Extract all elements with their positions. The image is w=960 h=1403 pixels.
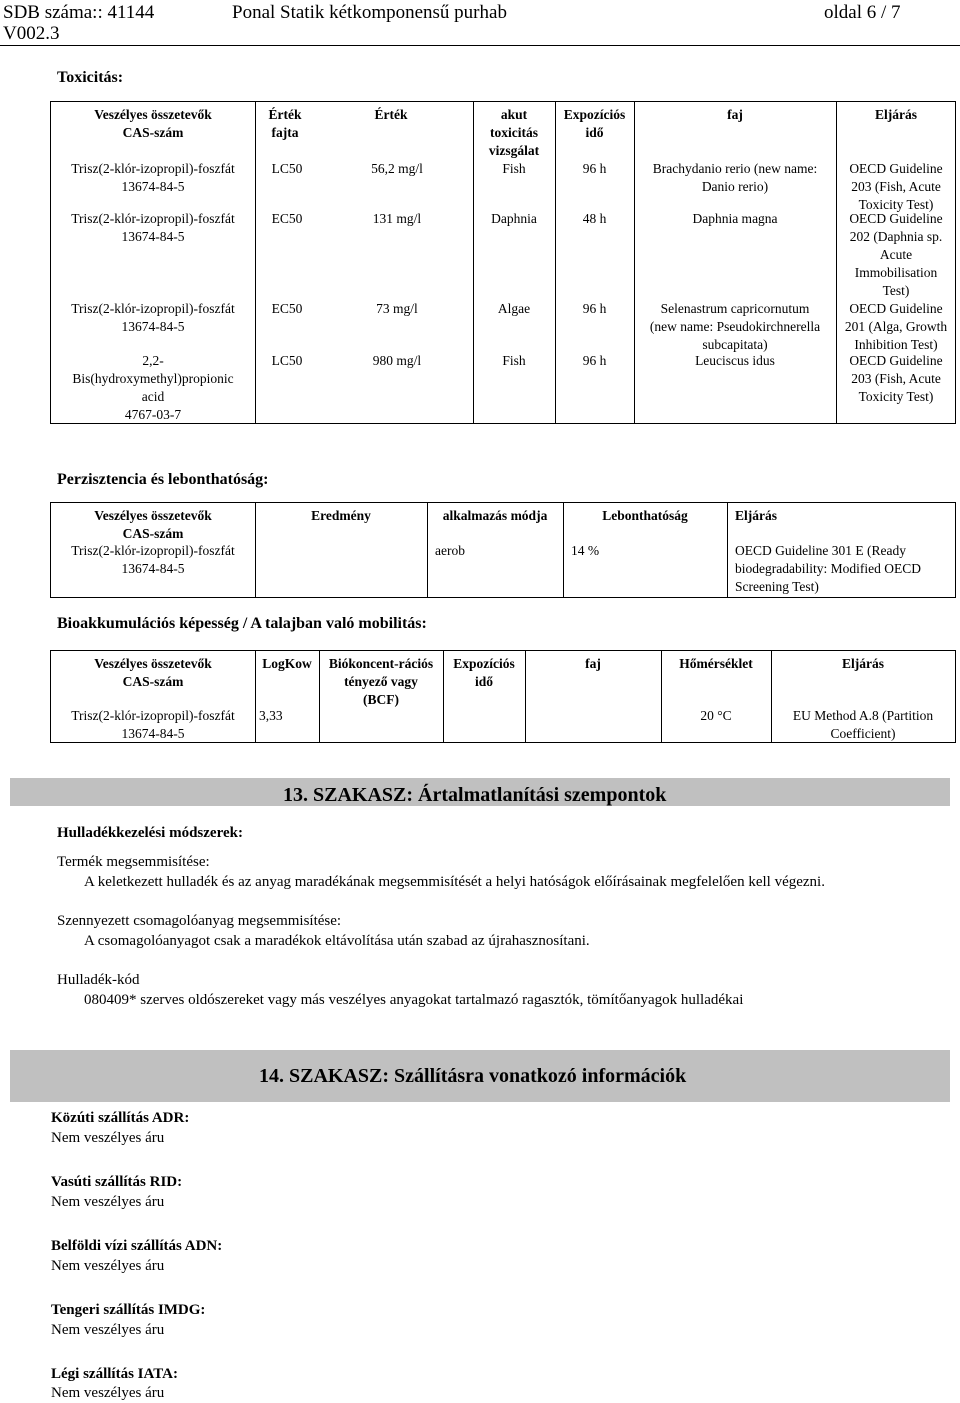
tox-row3-acute: Algae	[497, 301, 531, 316]
tox-row1-method: OECD Guideline 203 (Fish, Acute Toxicity Test)	[849, 161, 943, 212]
version: V002.3	[3, 23, 60, 44]
bioaccumulation-title: Bioakkumulációs képesség / A talajban való mobilitás:	[57, 615, 427, 632]
product-name: Ponal Statik kétkomponensű purhab	[232, 2, 507, 23]
tox-row1-value: 56,2 mg/l	[371, 161, 423, 176]
tox-header-method: Eljárás	[875, 107, 917, 122]
page-number: oldal 6 / 7	[824, 2, 901, 23]
tox-header-exposure: Expozíciós idő	[563, 107, 626, 140]
toxicity-title: Toxicitás:	[57, 69, 124, 86]
bio-header-species: faj	[585, 656, 601, 671]
pers-header-application: alkalmazás módja	[442, 508, 548, 523]
tox-row1-species: Brachydanio rerio (new name: Danio rerio)	[652, 161, 818, 194]
air-transport-value: Nem veszélyes áru	[51, 1385, 165, 1401]
bio-header-temperature: Hőmérséklet	[679, 656, 753, 671]
pers-row-application: aerob	[435, 543, 465, 558]
pers-header-component: Veszélyes összetevők CAS-szám	[94, 508, 212, 541]
tox-row2-component: Trisz(2-klór-izopropil)-foszfát 13674-84-5	[71, 211, 235, 244]
tox-header-type: Érték fajta	[268, 107, 302, 140]
waste-methods-label: Hulladékkezelési módszerek:	[57, 825, 243, 841]
tox-row4-exposure: 96 h	[582, 353, 607, 368]
sea-transport-value: Nem veszélyes áru	[51, 1322, 165, 1338]
packaging-disposal-label: Szennyezett csomagolóanyag megsemmisítése:	[57, 913, 342, 929]
sds-number: SDB száma:: 41144	[3, 2, 155, 23]
product-disposal-label: Termék megsemmisítése:	[57, 854, 210, 870]
pers-header-method: Eljárás	[735, 508, 777, 523]
waste-code-text: 080409* szerves oldószereket vagy más veszélyes anyagokat tartalmazó ragasztók, tömítőanyagok hulladékai	[84, 992, 744, 1008]
inland-water-transport-label: Belföldi vízi szállítás ADN:	[51, 1238, 223, 1254]
tox-row3-exposure: 96 h	[582, 301, 607, 316]
toxicity-table	[50, 101, 956, 424]
tox-row4-component: 2,2- Bis(hydroxymethyl)propionic acid 4767-03-7	[72, 353, 234, 422]
tox-row4-method: OECD Guideline 203 (Fish, Acute Toxicity Test)	[849, 353, 943, 404]
pers-header-degradability: Lebonthatóság	[602, 508, 688, 523]
tox-row1-component: Trisz(2-klór-izopropil)-foszfát 13674-84-5	[71, 161, 235, 194]
tox-row2-type: EC50	[271, 211, 303, 226]
tox-header-acute: akut toxicitás vizsgálat	[488, 107, 540, 158]
tox-header-species: faj	[727, 107, 743, 122]
persistence-title: Perzisztencia és lebonthatóság:	[57, 471, 269, 488]
persistence-table	[50, 502, 956, 598]
bio-header-bcf: Biókoncent-rációs tényező vagy (BCF)	[328, 656, 434, 707]
tox-header-value: Érték	[374, 107, 408, 122]
tox-row2-exposure: 48 h	[582, 211, 607, 226]
tox-row3-type: EC50	[271, 301, 303, 316]
bio-row-component: Trisz(2-klór-izopropil)-foszfát 13674-84-5	[71, 708, 235, 741]
sea-transport-label: Tengeri szállítás IMDG:	[51, 1302, 206, 1318]
tox-row3-method: OECD Guideline 201 (Alga, Growth Inhibition Test)	[844, 301, 948, 352]
air-transport-label: Légi szállítás IATA:	[51, 1366, 178, 1382]
section14-title: 14. SZAKASZ: Szállításra vonatkozó információk	[259, 1065, 687, 1087]
pers-row-degradability: 14 %	[571, 543, 600, 558]
tox-row1-exposure: 96 h	[582, 161, 607, 176]
bio-header-logkow: LogKow	[262, 656, 312, 671]
tox-row4-species: Leuciscus idus	[695, 353, 775, 368]
tox-row3-species: Selenastrum capricornutum (new name: Pseudokirchnerella subcapitata)	[649, 301, 821, 352]
rail-transport-value: Nem veszélyes áru	[51, 1194, 165, 1210]
pers-row-method: OECD Guideline 301 E (Ready biodegradability: Modified OECD Screening Test)	[735, 543, 921, 594]
tox-row3-value: 73 mg/l	[376, 301, 418, 316]
tox-row4-type: LC50	[271, 353, 303, 368]
rail-transport-label: Vasúti szállítás RID:	[51, 1174, 183, 1190]
inland-water-transport-value: Nem veszélyes áru	[51, 1258, 165, 1274]
packaging-disposal-text: A csomagolóanyagot csak a maradékok eltávolítása után szabad az újrahasznosítani.	[84, 933, 590, 949]
tox-row4-value: 980 mg/l	[372, 353, 422, 368]
pers-row-component: Trisz(2-klór-izopropil)-foszfát 13674-84-5	[71, 543, 235, 576]
tox-header-component: Veszélyes összetevők CAS-szám	[94, 107, 212, 140]
road-transport-label: Közúti szállítás ADR:	[51, 1110, 190, 1126]
bio-row-logkow: 3,33	[259, 708, 283, 723]
bioaccumulation-table	[50, 650, 956, 743]
tox-row1-acute: Fish	[502, 161, 526, 176]
tox-row2-value: 131 mg/l	[372, 211, 422, 226]
header-divider	[0, 45, 960, 46]
bio-row-temperature: 20 °C	[700, 708, 732, 723]
tox-row2-method: OECD Guideline 202 (Daphnia sp. Acute Immobilisation Test)	[849, 211, 943, 298]
bio-header-component: Veszélyes összetevők CAS-szám	[94, 656, 212, 689]
product-disposal-text: A keletkezett hulladék és az anyag maradékának megsemmisítését a helyi hatóságok előírásainak megfelelően kell végezni.	[84, 874, 825, 890]
section13-title: 13. SZAKASZ: Ártalmatlanítási szempontok	[283, 784, 667, 806]
tox-row2-species: Daphnia magna	[692, 211, 778, 226]
pers-header-result: Eredmény	[311, 508, 371, 523]
waste-code-label: Hulladék-kód	[57, 972, 140, 988]
tox-row4-acute: Fish	[502, 353, 526, 368]
bio-row-method: EU Method A.8 (Partition Coefficient)	[792, 708, 934, 741]
bio-header-exposure: Expozíciós idő	[453, 656, 515, 689]
tox-row3-component: Trisz(2-klór-izopropil)-foszfát 13674-84-5	[71, 301, 235, 334]
tox-row1-type: LC50	[271, 161, 303, 176]
road-transport-value: Nem veszélyes áru	[51, 1130, 165, 1146]
bio-header-method: Eljárás	[842, 656, 884, 671]
tox-row2-acute: Daphnia	[491, 211, 537, 226]
